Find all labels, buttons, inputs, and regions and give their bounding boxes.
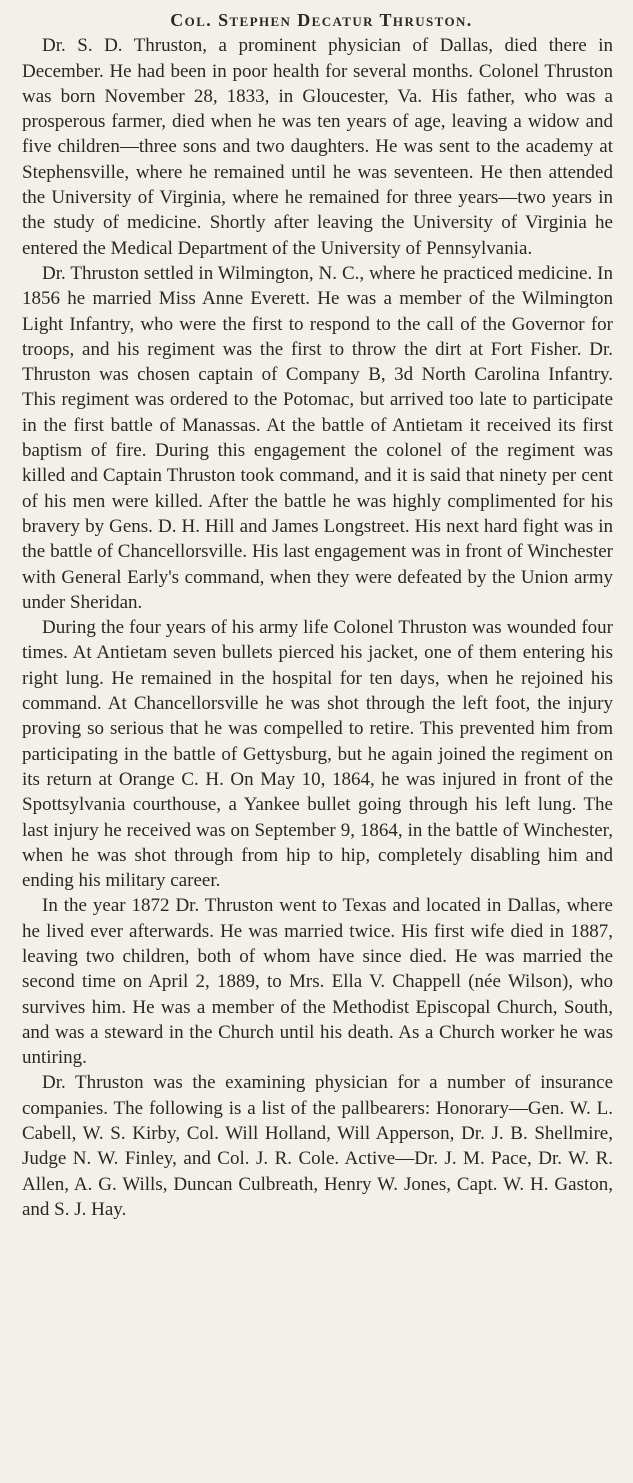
paragraph-dallas-life: In the year 1872 Dr. Thruston went to Texas and located in Dallas, where he lived ever afterwards. He was married twice. His first wife died in 1887, leaving two children, both of whom have since died. He was married the second time on April 2, 1889, to Mrs. Ella V. Chappell (née Wilson), who survives him. He was a member of the Methodist Episcopal Church, South, and was a steward in the Church until his death. As a Church worker he was untiring. <box>22 895 613 1069</box>
article-title: Col. Stephen Decatur Thruston. <box>170 10 473 30</box>
paragraph-wounds: During the four years of his army life Colonel Thruston was wounded four times. At Antietam seven bullets pierced his jacket, one of them entering his right lung. He remained in the hospital for ten days, when he rejoined his command. At Chancellorsville he was shot through the left foot, the injury proving so serious that he was compelled to retire. This prevented him from participating in the battle of Gettysburg, but he again joined the regiment on its return at Orange C. H. On May 10, 1864, he was injured in front of the Spottsylvania courthouse, a Yankee bullet going through his left lung. The last injury he received was on September 9, 1864, in the battle of Winchester, when he was shot through from hip to hip, completely disabling him and ending his military career. <box>22 617 613 892</box>
paragraph-military-service: Dr. Thruston settled in Wilmington, N. C., where he practiced medicine. In 1856 he married Miss Anne Everett. He was a member of the Wilmington Light Infantry, who were the first to respond to the call of the Governor for troops, and his regiment was the first to throw the dirt at Fort Fisher. Dr. Thruston was chosen captain of Company B, 3d North Carolina Infantry. This regiment was ordered to the Potomac, but arrived too late to participate in the first battle of Manassas. At the battle of Antietam it received its first baptism of fire. During this engagement the colonel of the regiment was killed and Captain Thruston took command, and it is said that ninety per cent of his men were killed. After the battle he was highly complimented for his bravery by Gens. D. H. Hill and James Longstreet. His next hard fight was in the battle of Chancellorsville. His last engagement was in front of Winchester with General Early's command, when they were defeated by the Union army under Sheridan. <box>22 262 613 613</box>
paragraph-pallbearers: Dr. Thruston was the examining physician for a number of insurance companies. The following is a list of the pallbearers: Honorary—Gen. W. L. Cabell, W. S. Kirby, Col. Will Holland, Will Apperson, Dr. J. B. Shellmire, Judge N. W. Finley, and Col. J. R. Cole. Active—Dr. J. M. Pace, Dr. W. R. Allen, A. G. Wills, Duncan Culbreath, Henry W. Jones, Capt. W. H. Gaston, and S. J. Hay. <box>22 1072 613 1220</box>
paragraph-early-life: Dr. S. D. Thruston, a prominent physician of Dallas, died there in December. He had been in poor health for several months. Colonel Thruston was born November 28, 1833, in Gloucester, Va. His father, who was a prosperous farmer, died when he was ten years of age, leaving a widow and five children—three sons and two daughters. He was sent to the academy at Stephensville, where he remained until he was seventeen. He then attended the University of Virginia, where he remained for three years—two years in the study of medicine. Shortly after leaving the University of Virginia he entered the Medical Department of the University of Pennsylvania. <box>22 35 613 259</box>
